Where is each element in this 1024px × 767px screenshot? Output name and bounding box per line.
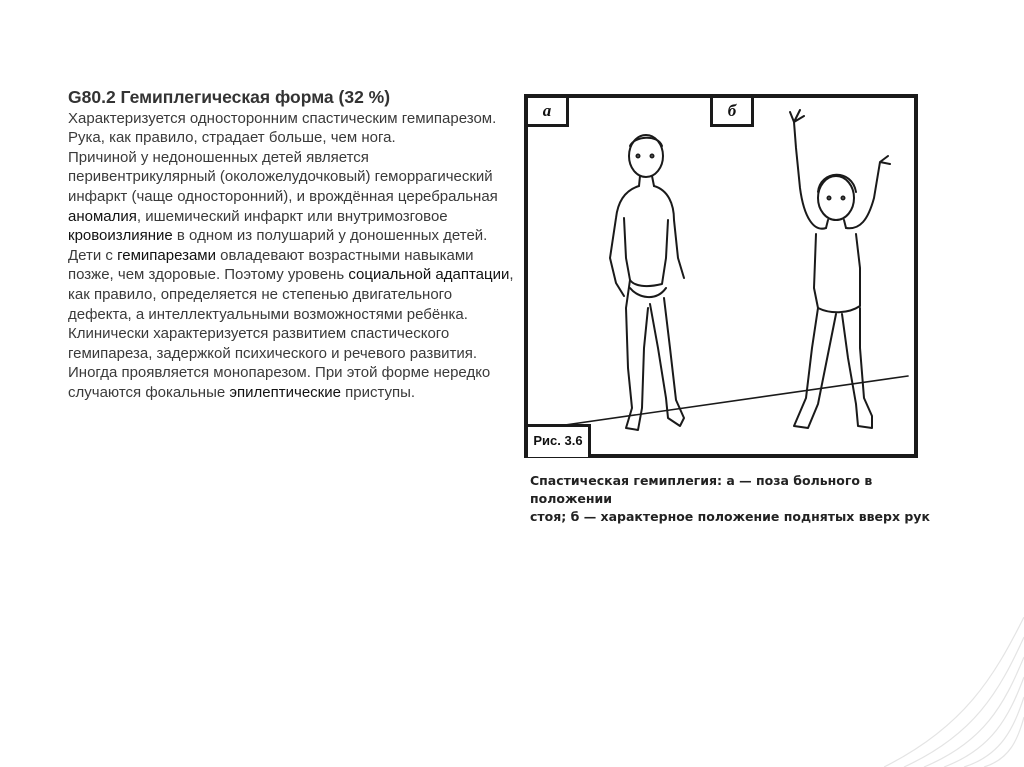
link-epileptic[interactable]: эпилептические	[229, 383, 341, 401]
figure-a-boy	[610, 135, 684, 430]
p4-text-a: Клинически характеризуется развитием спастического гемипареза, задержкой психического и речевого развития. Иногда проявляется монопарезом. При этой форме нередко случаются фокальные	[68, 325, 491, 401]
p2-text-a: Причиной у недоношенных детей является перивентрикулярный (околожелудочковый) геморрагический инфаркт (чаще односторонний), и врождённая церебральная	[68, 148, 498, 205]
p3-text-b: овладевают возрастными навыками позже, чем здоровые. Поэтому уровень	[68, 246, 474, 284]
link-hemorrhage[interactable]: кровоизлияние	[68, 227, 173, 245]
link-anomaly[interactable]: аномалия	[68, 207, 137, 225]
figure-number: Рис. 3.6	[528, 424, 591, 457]
paragraph-4	[68, 324, 518, 402]
paragraph-3	[68, 246, 518, 324]
paragraph-2	[68, 148, 518, 246]
figure-label-b: б	[710, 98, 754, 127]
figure-label-a: а	[528, 98, 569, 127]
figure-frame	[524, 94, 918, 458]
page-curl-decoration	[884, 617, 1024, 767]
section-heading: G80.2 Гемиплегическая форма (32 %)	[68, 87, 391, 107]
figure-caption	[530, 472, 930, 526]
paragraph-1: Характеризуется односторонним спастическим гемипарезом. Рука, как правило, страдает больше, чем нога.	[68, 109, 497, 147]
p2-text-b: , ишемический инфаркт или внутримозговое	[136, 207, 448, 225]
p4-text-b: приступы.	[340, 383, 416, 401]
caption-line-2: стоя; б — характерное положение поднятых вверх рук	[530, 509, 930, 524]
link-hemiparesis[interactable]: гемипарезами	[117, 246, 216, 264]
main-text	[68, 88, 518, 403]
figure-spastic-hemiplegia	[518, 88, 930, 524]
p3-text-c: , как правило, определяется не степенью двигательного дефекта, а интеллектуальными возможностями ребёнка.	[68, 266, 514, 323]
figure-drawing	[538, 108, 918, 458]
link-social-adaptation[interactable]: социальной адаптации	[348, 266, 510, 284]
p2-text-c: в одном из полушарий у доношенных детей.	[172, 227, 488, 245]
p3-text-a: Дети с	[68, 246, 118, 264]
caption-line-1: Спастическая гемиплегия: а — поза больного в положении	[530, 473, 873, 506]
